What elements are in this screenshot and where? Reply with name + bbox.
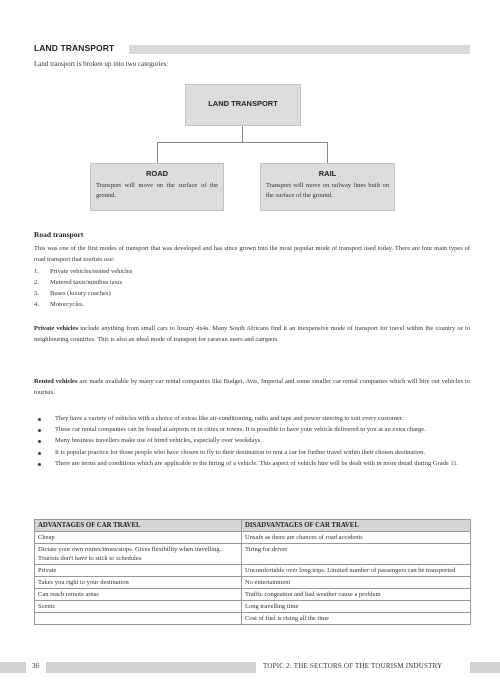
table-row: [35, 577, 471, 589]
list-item: 2. Metered taxis/minibus taxis: [34, 279, 123, 286]
diagram-rail-text: Transport will move on railway lines built on the surface of the ground.: [266, 182, 389, 199]
diagram-connector-road: [157, 142, 158, 163]
private-vehicles-paragraph: Private vehicles include anything from small cars to luxury 4x4s. Many South Africans find it an inexpensive mode of transport for travel within the country or to neighbouring countries. This is also an ideal mode of transport for caravan users and campers.: [34, 325, 470, 343]
table-cell: Cheap: [35, 532, 242, 544]
table-cell: Dictate your own routes/times/stops. Gives flexibility when travelling. Tourists don't have to stick to schedules: [35, 544, 242, 565]
road-transport-heading: Road transport: [34, 230, 84, 239]
table-cell: Cost of fuel is rising all the time: [242, 613, 471, 625]
footer-bar-right: [470, 662, 500, 673]
table-cell: Private: [35, 565, 242, 577]
private-vehicles-term: Private vehicles: [34, 325, 78, 332]
diagram-connector-horizontal: [157, 142, 328, 143]
bullet-icon: [38, 440, 41, 443]
table-cell: No entertainment: [242, 577, 471, 589]
table-row: [35, 565, 471, 577]
rented-vehicles-paragraph: Rented vehicles are made available by many car rental companies like Budget, Avis, Imperial and some smaller car rental companies which will hire out vehicles to tourists.: [34, 378, 470, 396]
footer-bar-left: [0, 662, 26, 673]
diagram-road-text: Transport will move on the surface of the ground.: [96, 182, 218, 199]
diagram-connector-vertical: [242, 126, 243, 142]
bullet-icon: [38, 452, 41, 455]
diagram-road-heading: ROAD: [145, 169, 169, 178]
diagram-road-box: [90, 163, 224, 211]
table-cell: Long travelling time: [242, 601, 471, 613]
table-cell: Unsafe as there are chances of road accidents: [242, 532, 471, 544]
advantages-header: ADVANTAGES OF CAR TRAVEL: [35, 520, 242, 532]
diagram-rail-heading: RAIL: [318, 169, 337, 178]
footer-title: TOPIC 2: THE SECTORS OF THE TOURISM INDUSTRY: [263, 662, 443, 670]
section-title: LAND TRANSPORT: [34, 43, 115, 53]
page-number: 36: [32, 662, 39, 670]
table-cell: Traffic congestion and bad weather cause a problem: [242, 589, 471, 601]
table-cell: Can reach remote areas: [35, 589, 242, 601]
bullet-item: There are terms and conditions which are applicable to the hiring of a vehicle. This aspect of vehicle hire will be dealt with in more detail during Grade 11.: [34, 459, 470, 469]
section-intro: Land transport is broken up into two categories:: [34, 60, 169, 68]
table-cell: Uncomfortable over long trips. Limited number of passengers can be transported: [242, 565, 471, 577]
table-cell: Scenic: [35, 601, 242, 613]
list-item: 4. Motorcycles.: [34, 301, 85, 308]
table-row: [35, 601, 471, 613]
table-header-row: [35, 520, 471, 532]
bullet-item: It is popular practice for those people who have chosen to fly to their destination to rent a car for further travel within their chosen destination.: [34, 448, 470, 458]
table-cell: [35, 613, 242, 625]
table-row: [35, 532, 471, 544]
bullet-item: They have a variety of vehicles with a choice of extras like air-conditioning, radio and tape and power steering to suit every customer.: [34, 414, 470, 424]
table-row: [35, 613, 471, 625]
bullet-item: Many business travellers make use of hired vehicles, especially over weekdays.: [34, 436, 470, 446]
diagram-rail-box: [260, 163, 395, 211]
table-cell: Tiring for driver: [242, 544, 471, 565]
list-item: 3. Buses (luxury coaches): [34, 290, 111, 297]
section-header-bar: [129, 45, 470, 54]
diagram-connector-rail: [327, 142, 328, 163]
road-transport-list: [34, 266, 132, 310]
list-item: 1. Private vehicles/rented vehicles: [34, 268, 133, 275]
table-row: [35, 589, 471, 601]
table-row: [35, 544, 471, 565]
rented-vehicles-bullets: [34, 414, 470, 470]
disadvantages-header: DISADVANTAGES OF CAR TRAVEL: [242, 520, 471, 532]
footer-bar-middle: [46, 662, 256, 673]
bullet-icon: [38, 463, 41, 466]
bullet-icon: [38, 429, 41, 432]
diagram-root-box: [185, 84, 301, 126]
table-cell: Takes you right to your destination: [35, 577, 242, 589]
bullet-item: These car rental companies can be found at airports or in cities or towns. It is possible to have your vehicle delivered to you at an extra charge.: [34, 425, 470, 435]
section-header: [34, 43, 470, 55]
rented-vehicles-term: Rented vehicles: [34, 378, 78, 385]
car-travel-table: [34, 519, 471, 625]
road-transport-paragraph: This was one of the first modes of transport that was developed and has since grown into the most popular mode of transport used today. There are four main types of road transport that tourists use:: [34, 245, 470, 263]
diagram-root-label: LAND TRANSPORT: [208, 99, 278, 108]
bullet-icon: [38, 418, 41, 421]
